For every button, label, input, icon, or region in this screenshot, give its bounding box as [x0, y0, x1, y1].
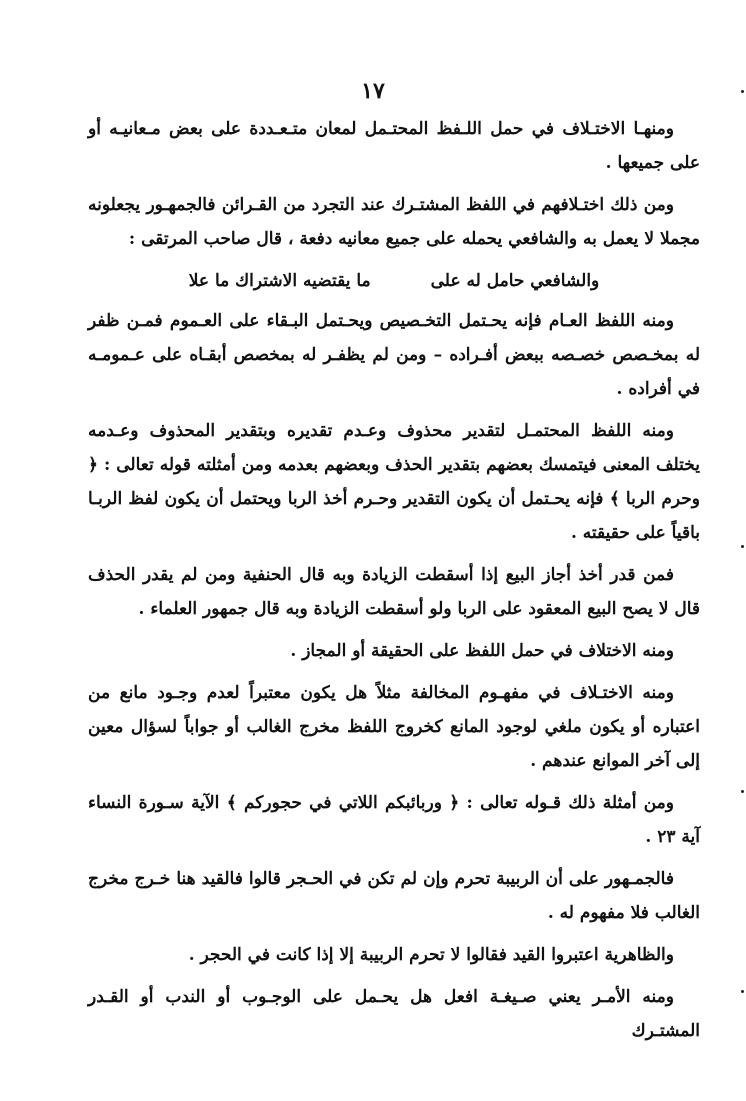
page-number: ١٧	[361, 78, 385, 104]
paragraph-4: ومنه اللفظ المحتمـل لتقدير محذوف وعـدم تقديره وبتقدير المحذوف وعـدمه يختلف المعنى فيتمسك بعضهم بتقدير الحذف وبعضهم بعدمه ومن أمثلته قوله تعالى : ﴿ وحرم الربا ﴾ فإنه يحـتمل أن يكون التقدير وحـرم أخذ الربا ويحتمل أن يكون لفظ الربـا باقياً على حقيقته .	[88, 421, 700, 543]
paragraph-7: ومنه الاختـلاف في مفهـوم المخالفة مثلاً هل يكون معتبراً لعدم وجـود مانع من اعتباره أو يكون ملغي لوجود المانع كخروج اللفظ مخرج الغالب أو جواباً لسؤال معين إلى آخر الموانع عندهم .	[88, 683, 700, 771]
scan-speck	[741, 545, 744, 548]
paragraph-2: ومن ذلك اختـلافهم في اللفظ المشتـرك عند التجرد من القـرائن فالجمهـور يجعلونه مجملا لا يعمل به والشافعي يحمله على جميع معانيه دفعة ، قال صاحب المرتقى :	[88, 195, 700, 249]
text-body	[88, 112, 700, 1056]
scan-speck	[741, 790, 744, 793]
paragraph-10: والظاهرية اعتبروا القيد فقالوا لا تحرم الربيبة إلا إذا كانت في الحجر .	[188, 945, 674, 965]
paragraph-1: ومنهـا الاختـلاف في حمل اللـفظ المحتـمل لمعان متـعـددة على بعض مـعانيـه أو على جميعها .	[88, 119, 700, 173]
paragraph-11: ومنه الأمـر يعني صـيغـة افعل هل يحـمل على الوجـوب أو الندب أو القـدر المشتـرك	[88, 987, 700, 1041]
paragraph-9: فالجمـهور على أن الربيبة تحرم وإن لم تكن في الحـجر قالوا فالقيد هنا خـرج مخرج الغالب فلا مفهوم له .	[88, 869, 700, 923]
paragraph-6: ومنه الاختلاف في حمل اللفظ على الحقيقة أو المجاز .	[290, 641, 674, 661]
scan-speck	[741, 90, 744, 93]
paragraph-5: فمن قدر أخذ أجاز البيع إذا أسقطت الزيادة وبه قال الحنفية ومن لم يقدر الحذف قال لا يصح البيع المعقود على الربا ولو أسقطت الزيادة وبه قال جمهور العلماء .	[88, 565, 700, 619]
scan-speck	[741, 990, 744, 993]
poetry-verse	[88, 264, 700, 298]
paragraph-3: ومنه اللفظ العـام فإنه يحـتمل التخـصيص ويحـتمل البـقاء على العـموم فمـن ظفر له بمخـصص خصـصه ببعض أفـراده – ومن لم يظفـر له بمخصص أبقـاه على عـمومـه في أفراده .	[88, 311, 700, 399]
verse-hemistich-first: والشافعي حامل له على	[430, 271, 600, 291]
paragraph-8: ومن أمثلة ذلك قـوله تعالى : ﴿ وربائبكم اللاتي في حجوركم ﴾ الآية سـورة النساء آية ٢٣ .	[88, 793, 700, 847]
verse-hemistich-second: ما يقتضيه الاشتراك ما علا	[188, 271, 371, 291]
